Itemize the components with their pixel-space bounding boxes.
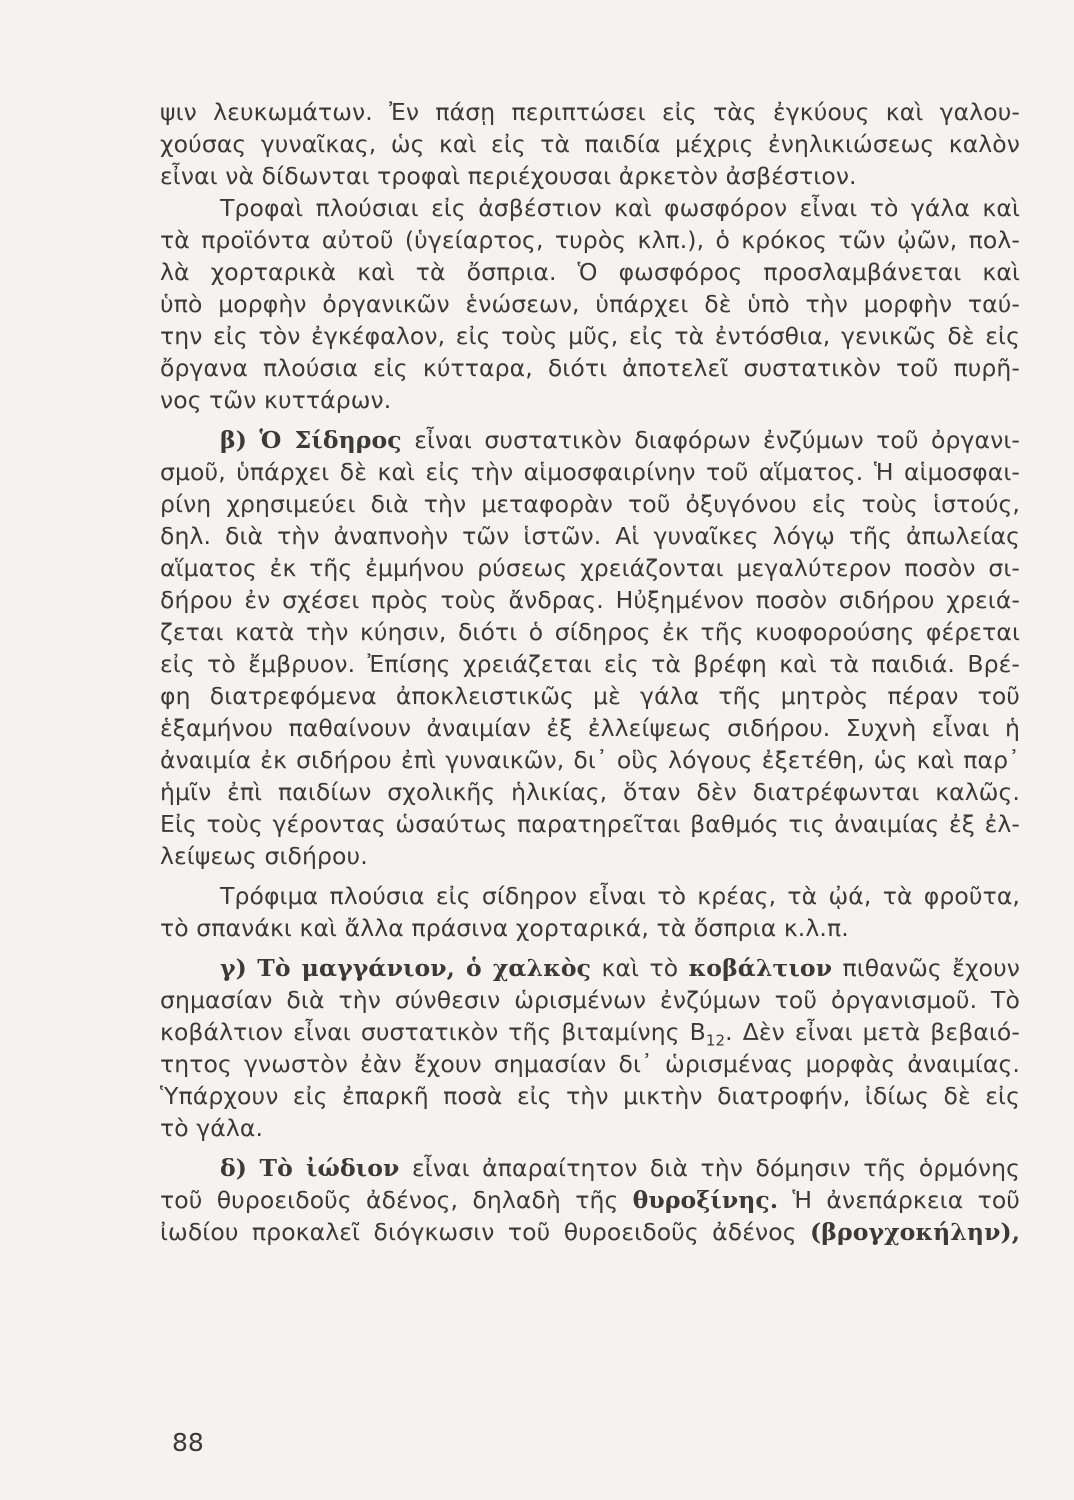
text-line: ἑξαμήνου παθαίνουν ἀναιμίαν ἐξ ἐλλείψεως σιδήρου. Συχνὴ εἶναι ἡ [160, 714, 1020, 742]
text-line: ψιν λευκωμάτων. Ἐν πάσῃ περιπτώσει εἰς τὰς ἐγκύους καὶ γαλου- [160, 98, 1020, 126]
text-line: λὰ χορταρικὰ καὶ τὰ ὄσπρια. Ὁ φωσφόρος προσλαμβάνεται καὶ [160, 258, 1020, 286]
text-line: σημασίαν διὰ τὴν σύνθεσιν ὡρισμένων ἐνζύμων τοῦ ὀργανισμοῦ. Τὸ [160, 986, 1020, 1014]
text-line: χούσας γυναῖκας, ὡς καὶ εἰς τὰ παιδία μέχρις ἐνηλικιώσεως καλὸν [160, 130, 1020, 158]
text-line: Εἰς τοὺς γέροντας ὡσαύτως παρατηρεῖται βαθμός τις ἀναιμίας ἐξ ἐλ- [160, 810, 1020, 838]
text-line: την εἰς τὸν ἐγκέφαλον, εἰς τοὺς μῦς, εἰς τὰ ἐντόσθια, γενικῶς δὲ εἰς [160, 322, 1020, 350]
text-line: κοβάλτιον εἶναι συστατικὸν τῆς βιταμίνης $B_{12}$. Δὲν εἶναι μετὰ βεβαιό- [160, 1018, 1020, 1050]
paragraph-calcium-intro [160, 96, 1020, 192]
text-line: ὑπὸ μορφὴν ὀργανικῶν ἑνώσεων, ὑπάρχει δὲ ὑπὸ τὴν μορφὴν ταύ- [160, 290, 1020, 318]
section-term: Ὁ Σίδηρος [259, 426, 402, 454]
text-line: σμοῦ, ὑπάρχει δὲ καὶ εἰς τὴν αἱμοσφαιρίνην τοῦ αἵματος. Ἡ αἱμοσφαι- [160, 458, 1020, 486]
section-marker: γ) [220, 954, 247, 982]
text-line: δήρου ἐν σχέσει πρὸς τοὺς ἄνδρας. Ηὐξημένον ποσὸν σιδήρου χρειά- [160, 586, 1020, 614]
text-line: λείψεως σιδήρου. [160, 842, 368, 870]
paragraph-iodine [160, 1152, 1020, 1248]
section-term: Τὸ μαγγάνιον, ὁ χαλκὸς [257, 954, 592, 982]
page-body [160, 96, 1020, 1248]
text-line: ἰωδίου προκαλεῖ διόγκωσιν τοῦ θυροειδοῦς ἀδένος (βρογχοκήλην), [160, 1218, 1020, 1246]
text-line: Ὑπάρχουν εἰς ἐπαρκῆ ποσὰ εἰς τὴν μικτὴν διατροφήν, ἰδίως δὲ εἰς [160, 1082, 1020, 1110]
paragraph-calcium-foods [160, 192, 1020, 416]
text-line: Τροφαὶ πλούσιαι εἰς ἀσβέστιον καὶ φωσφόρον εἶναι τὸ γάλα καὶ [220, 194, 1020, 222]
text-line: ὄργανα πλούσια εἰς κύτταρα, διότι ἀποτελεῖ συστατικὸν τοῦ πυρῆ- [160, 354, 1020, 382]
text-line: ἀναιμία ἐκ σιδήρου ἐπὶ γυναικῶν, δι᾿ οὓς λόγους ἐξετέθη, ὡς καὶ παρ᾿ [160, 746, 1020, 774]
text-line: τὸ γάλα. [160, 1114, 264, 1142]
section-term: Τὸ ἰώδιον [259, 1154, 400, 1182]
text-line: τητος γνωστὸν ἐὰν ἔχουν σημασίαν δι᾿ ὡρισμένας μορφὰς ἀναιμίας. [160, 1050, 1020, 1078]
text-line: τοῦ θυροειδοῦς ἀδένος, δηλαδὴ τῆς θυροξίνης. Ἡ ἀνεπάρκεια τοῦ [160, 1186, 1020, 1214]
text-line: β) Ὁ Σίδηρος εἶναι συστατικὸν διαφόρων ἐνζύμων τοῦ ὀργανι- [220, 426, 1020, 454]
text-line: δ) Τὸ ἰώδιον εἶναι ἀπαραίτητον διὰ τὴν δόμησιν τῆς ὁρμόνης [220, 1154, 1021, 1182]
text-line: ρίνη χρησιμεύει διὰ τὴν μεταφορὰν τοῦ ὀξυγόνου εἰς τοὺς ἱστούς, [160, 490, 1020, 518]
text-line: δηλ. διὰ τὴν ἀναπνοὴν τῶν ἱστῶν. Αἱ γυναῖκες λόγῳ τῆς ἀπωλείας [160, 522, 1020, 550]
text-line: αἵματος ἐκ τῆς ἐμμήνου ρύσεως χρειάζονται μεγαλύτερον ποσὸν σι- [160, 554, 1020, 582]
text-line: φη διατρεφόμενα ἀποκλειστικῶς μὲ γάλα τῆς μητρὸς πέραν τοῦ [160, 682, 1020, 710]
text-line: γ) Τὸ μαγγάνιον, ὁ χαλκὸς καὶ τὸ κοβάλτιον πιθανῶς ἔχουν [220, 954, 1021, 982]
paragraph-iron-foods [160, 880, 1020, 944]
paragraph-iron [160, 424, 1020, 872]
text-line: νος τῶν κυττάρων. [160, 386, 392, 414]
text-line: ἡμῖν ἐπὶ παιδίων σχολικῆς ἡλικίας, ὅταν δὲν διατρέφωνται καλῶς. [160, 778, 1020, 806]
text-line: ζεται κατὰ τὴν κύησιν, διότι ὁ σίδηρος ἐκ τῆς κυοφορούσης φέρεται [160, 618, 1020, 646]
text-line: τὰ προϊόντα αὐτοῦ (ὑγείαρτος, τυρὸς κλπ.), ὁ κρόκος τῶν ᾠῶν, πολ- [160, 226, 1020, 254]
text-line: Τρόφιμα πλούσια εἰς σίδηρον εἶναι τὸ κρέας, τὰ ᾠά, τὰ φροῦτα, [220, 882, 1020, 910]
text-line: εἰς τὸ ἔμβρυον. Ἐπίσης χρειάζεται εἰς τὰ βρέφη καὶ τὰ παιδιά. Βρέ- [160, 650, 1020, 678]
text-line: τὸ σπανάκι καὶ ἄλλα πράσινα χορταρικά, τὰ ὄσπρια κ.λ.π. [160, 914, 849, 942]
section-marker: δ) [220, 1154, 247, 1182]
text-line: εἶναι νὰ δίδωνται τροφαὶ περιέχουσαι ἀρκετὸν ἀσβέστιον. [160, 162, 857, 190]
paragraph-manganese [160, 952, 1020, 1144]
section-marker: β) [220, 426, 247, 454]
section-term: κοβάλτιον [688, 954, 833, 982]
page-number: 88 [172, 1428, 204, 1457]
